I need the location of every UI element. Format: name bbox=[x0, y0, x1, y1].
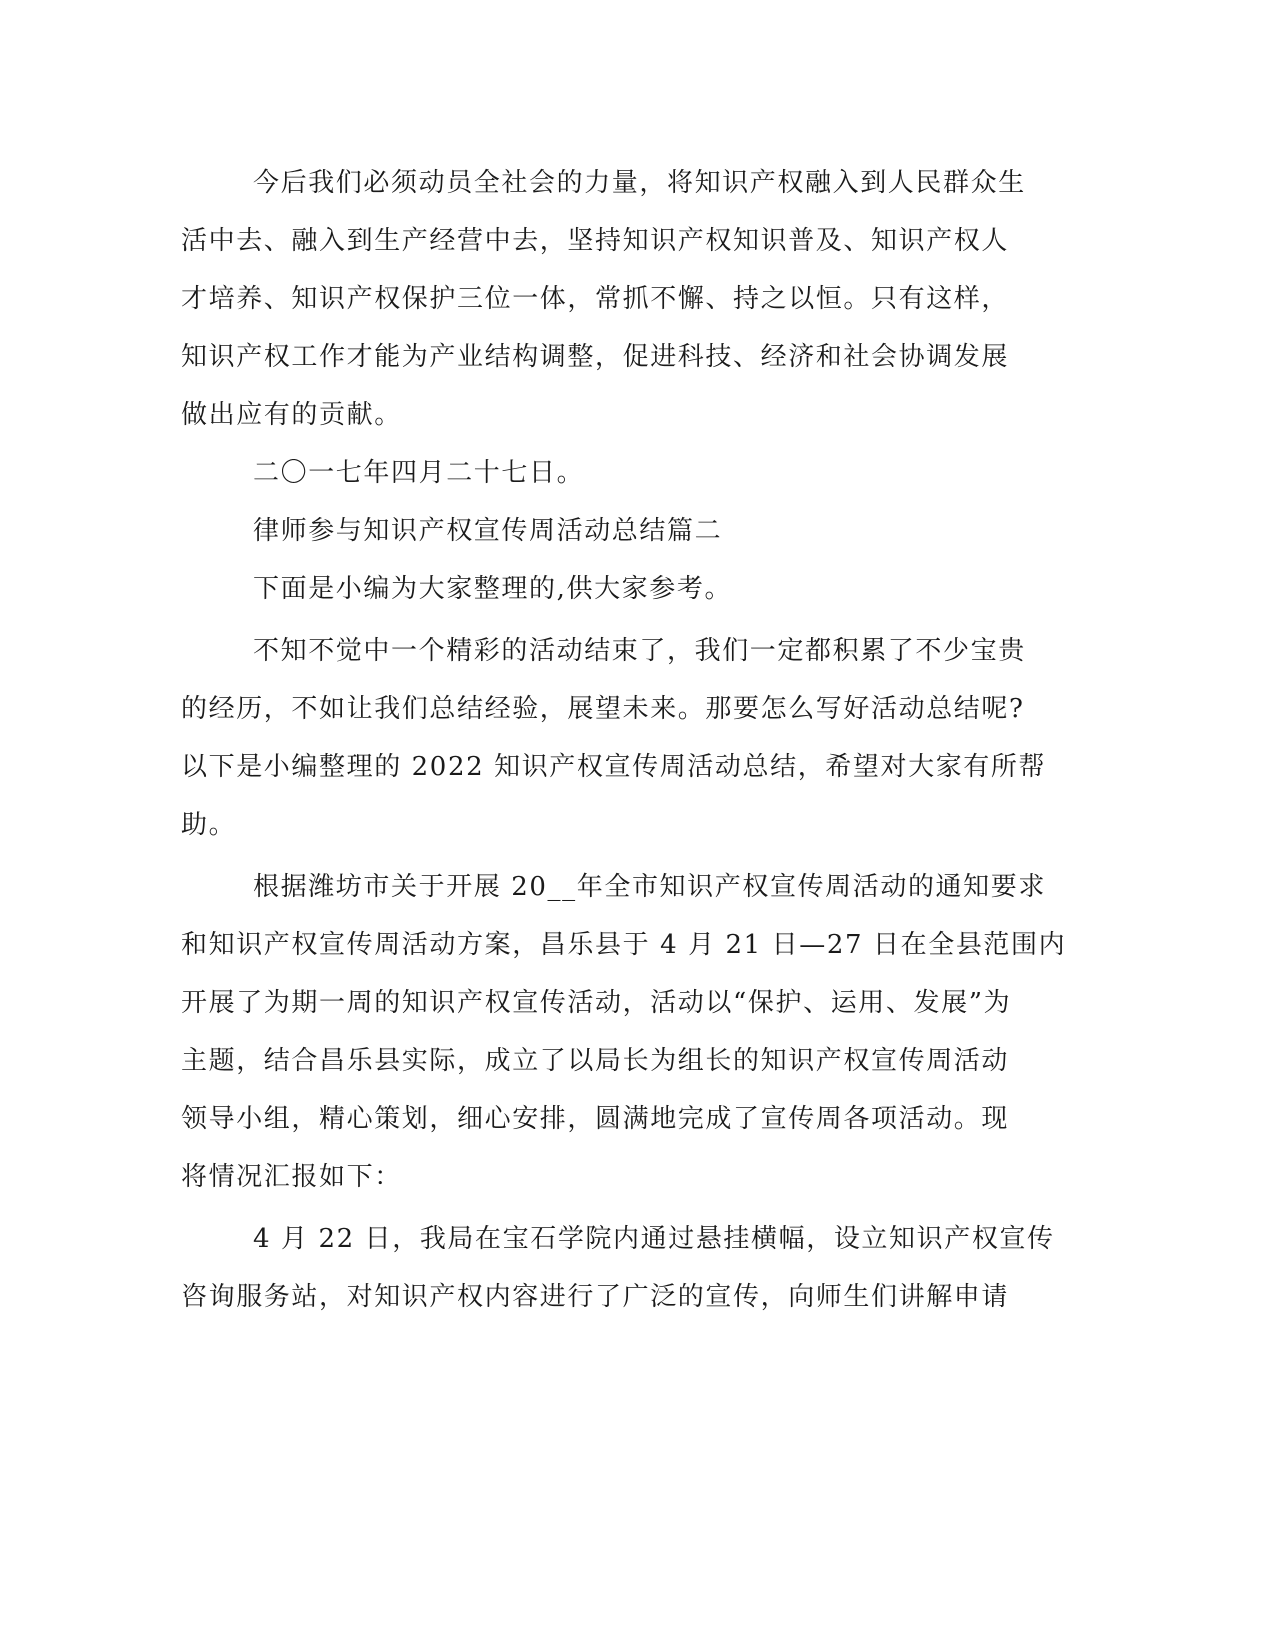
paragraph-line: 今后我们必须动员全社会的力量，将知识产权融入到人民群众生 bbox=[253, 168, 1026, 198]
paragraph-line: 知识产权工作才能为产业结构调整，促进科技、经济和社会协调发展 bbox=[181, 342, 1010, 372]
date-line: 二〇一七年四月二十七日。 bbox=[253, 458, 585, 488]
paragraph-line: 下面是小编为大家整理的,供大家参考。 bbox=[253, 574, 733, 604]
paragraph-line: 不知不觉中一个精彩的活动结束了，我们一定都积累了不少宝贵 bbox=[253, 636, 1026, 666]
paragraph-line: 和知识产权宣传周活动方案，昌乐县于 4 月 21 日—27 日在全县范围内 bbox=[181, 930, 1067, 960]
paragraph-line: 以下是小编整理的 2022 知识产权宣传周活动总结，希望对大家有所帮 bbox=[181, 752, 1047, 782]
paragraph-line: 将情况汇报如下： bbox=[181, 1162, 402, 1192]
paragraph-line: 根据潍坊市关于开展 20__年全市知识产权宣传周活动的通知要求 bbox=[253, 872, 1046, 902]
paragraph-line: 做出应有的贡献。 bbox=[181, 400, 402, 430]
paragraph-line: 的经历，不如让我们总结经验，展望未来。那要怎么写好活动总结呢? bbox=[181, 694, 1025, 724]
paragraph-line: 才培养、知识产权保护三位一体，常抓不懈、持之以恒。只有这样， bbox=[181, 284, 1010, 314]
section-title: 律师参与知识产权宣传周活动总结篇二 bbox=[253, 516, 723, 546]
paragraph-line: 开展了为期一周的知识产权宣传活动，活动以“保护、运用、发展”为 bbox=[181, 988, 1012, 1018]
paragraph-line: 咨询服务站，对知识产权内容进行了广泛的宣传，向师生们讲解申请 bbox=[181, 1282, 1010, 1312]
paragraph-line: 4 月 22 日，我局在宝石学院内通过悬挂横幅，设立知识产权宣传 bbox=[253, 1224, 1055, 1254]
paragraph-line: 活中去、融入到生产经营中去，坚持知识产权知识普及、知识产权人 bbox=[181, 226, 1010, 256]
paragraph-line: 主题，结合昌乐县实际，成立了以局长为组长的知识产权宣传周活动 bbox=[181, 1046, 1010, 1076]
paragraph-line: 领导小组，精心策划，细心安排，圆满地完成了宣传周各项活动。现 bbox=[181, 1104, 1010, 1134]
paragraph-line: 助。 bbox=[181, 810, 237, 840]
